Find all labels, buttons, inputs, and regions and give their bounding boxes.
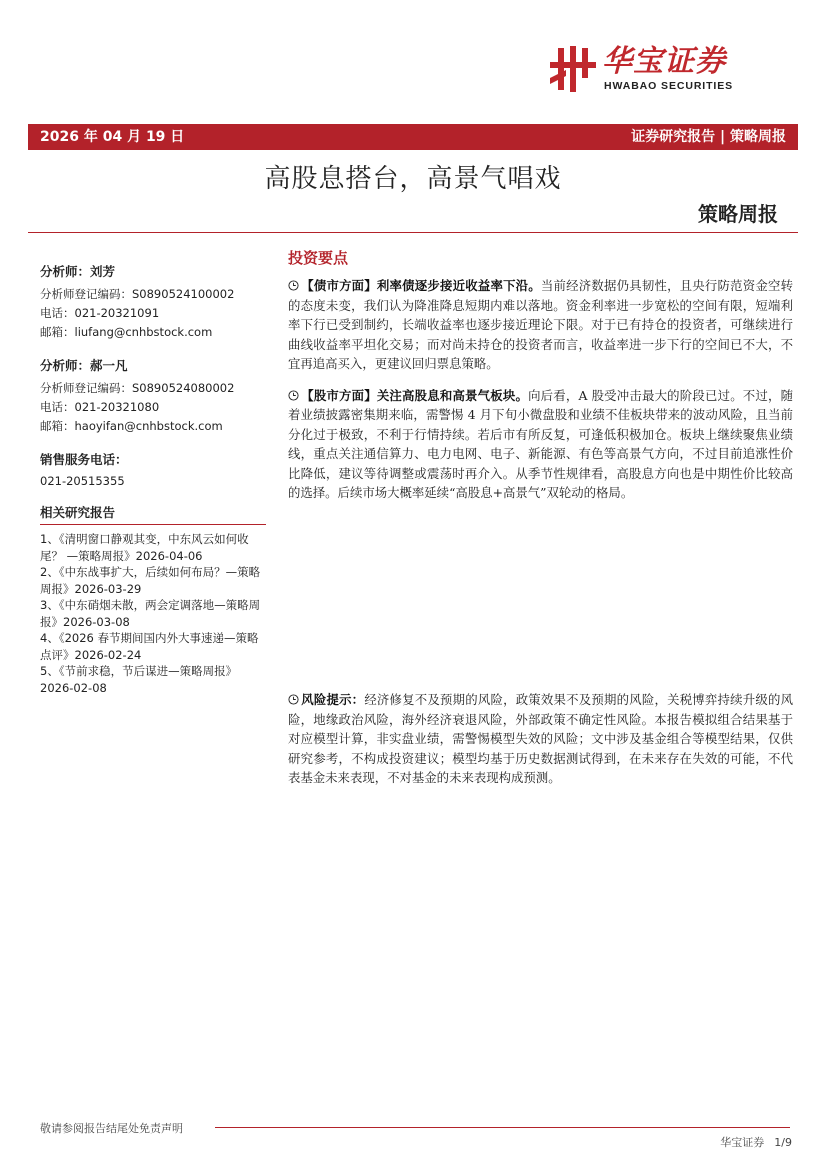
- sidebar: [40, 262, 266, 696]
- report-type: 证券研究报告 | 策略周报: [631, 129, 786, 145]
- analyst-phone: 电话：021-20321091: [40, 306, 160, 320]
- highlight-paragraph: [288, 276, 793, 374]
- clock-bullet-icon: [288, 694, 299, 705]
- logo-name-cn: 华宝证券: [602, 44, 726, 79]
- related-report-item[interactable]: 5、《节前求稳，节后谋进—策略周报》2026-02-08: [40, 664, 238, 695]
- related-heading: 相关研究报告: [40, 503, 266, 525]
- risk-paragraph: [288, 690, 793, 788]
- report-subtype: 策略周报: [698, 202, 778, 226]
- footer-meta: [710, 1134, 792, 1150]
- analyst-name: 分析师：刘芳: [40, 264, 116, 279]
- analyst-reg: 分析师登记编码：S0890524100002: [40, 287, 235, 301]
- page-title: 高股息搭台，高景气唱戏: [264, 164, 562, 194]
- analyst-name: 分析师：郝一凡: [40, 358, 128, 373]
- hwabao-logo-icon: [548, 44, 598, 94]
- highlight-paragraph: [288, 386, 793, 503]
- footer-disclaimer[interactable]: 敬请参阅报告结尾处免责声明: [40, 1122, 183, 1135]
- page-number: 1/9: [774, 1136, 792, 1149]
- footer-company: 华宝证券: [720, 1136, 765, 1149]
- footer-divider: [215, 1127, 790, 1128]
- analyst-email[interactable]: 邮箱：haoyifan@cnhbstock.com: [40, 419, 223, 433]
- related-reports: [40, 503, 266, 696]
- related-report-item[interactable]: 4、《2026 春节期间国内外大事速递—策略点评》2026-02-24: [40, 631, 259, 662]
- sales-phone: 021-20515355: [40, 474, 125, 488]
- risk-lead: 风险提示：: [301, 692, 365, 707]
- analyst-reg: 分析师登记编码：S0890524080002: [40, 381, 235, 395]
- investment-highlights: [288, 247, 793, 515]
- risk-body: 经济修复不及预期的风险，政策效果不及预期的风险，关税博弈持续升级的风险，地缘政治风险，海外经济衰退风险，外部政策不确定性风险。本报告模拟组合结果基于对应模型计算，非实盘业绩，需警惕模型失效的风险；文中涉及基金组合等模型结果，仅供研究参考，不构成投资建议；模型均基于历史数据测试得到，在未来存在失效的可能，不代表基金未来表现，不对基金的未来表现构成预测。: [288, 692, 794, 785]
- analyst-card: [40, 262, 266, 342]
- analyst-phone: 电话：021-20321080: [40, 400, 160, 414]
- clock-bullet-icon: [288, 280, 299, 291]
- logo-name-en: HWABAO SECURITIES: [604, 80, 734, 92]
- report-date: 2026 年 04 月 19 日: [40, 129, 185, 145]
- company-logo: [548, 44, 780, 94]
- highlight-lead: 【股市方面】关注高股息和高景气板块。: [301, 387, 529, 403]
- risk-warning: [288, 690, 793, 800]
- sales-contact: [40, 450, 266, 491]
- highlight-lead: 【债市方面】利率债逐步接近收益率下沿。: [301, 278, 541, 293]
- title-divider: [28, 232, 798, 233]
- highlight-body: 向后看，A 股受冲击最大的阶段已过。不过，随着业绩披露密集期来临，需警惕 4 月下旬小微盘股和业绩不佳板块带来的波动风险，且当前分化过于极致，不利于行情持续。若后市有所反复，可逢低积极加仓。板块上继续聚焦业绩线，重点关注通信算力、电力电网、电子、新能源、有色等高景气方向，不过目前追涨性价比降低，建议等待调整或震荡时再介入。从季节性规律看，高股息方向也是中期性价比较高的选择。后续市场大概率延续“高股息+高景气”双轮动的格局。: [288, 387, 794, 500]
- related-report-item[interactable]: 2、《中东战事扩大，后续如何布局？—策略周报》2026-03-29: [40, 565, 261, 596]
- analyst-email[interactable]: 邮箱：liufang@cnhbstock.com: [40, 325, 213, 339]
- related-report-item[interactable]: 1、《清明窗口静观其变，中东风云如何收尾？ —策略周报》2026-04-06: [40, 532, 249, 563]
- highlights-heading: 投资要点: [288, 249, 349, 267]
- clock-bullet-icon: [288, 390, 299, 401]
- analyst-card: [40, 356, 266, 436]
- related-report-item[interactable]: 3、《中东硝烟未散，两会定调落地—策略周报》2026-03-08: [40, 598, 261, 629]
- sales-label: 销售服务电话：: [40, 452, 128, 467]
- highlight-body: 当前经济数据仍具韧性，且央行防范资金空转的态度未变，我们认为降准降息短期内难以落地。资金利率进一步宽松的空间有限，短端利率下行已受到制约，长端收益率也逐步接近理论下限。对于已有持仓的投资者，可继续进行曲线收益率平坦化交易；而对尚未持仓的投资者而言，收益率进一步下行的空间已不大，不宜再追高买入，更建议回归票息策略。: [288, 278, 794, 371]
- header-bar: [28, 124, 798, 150]
